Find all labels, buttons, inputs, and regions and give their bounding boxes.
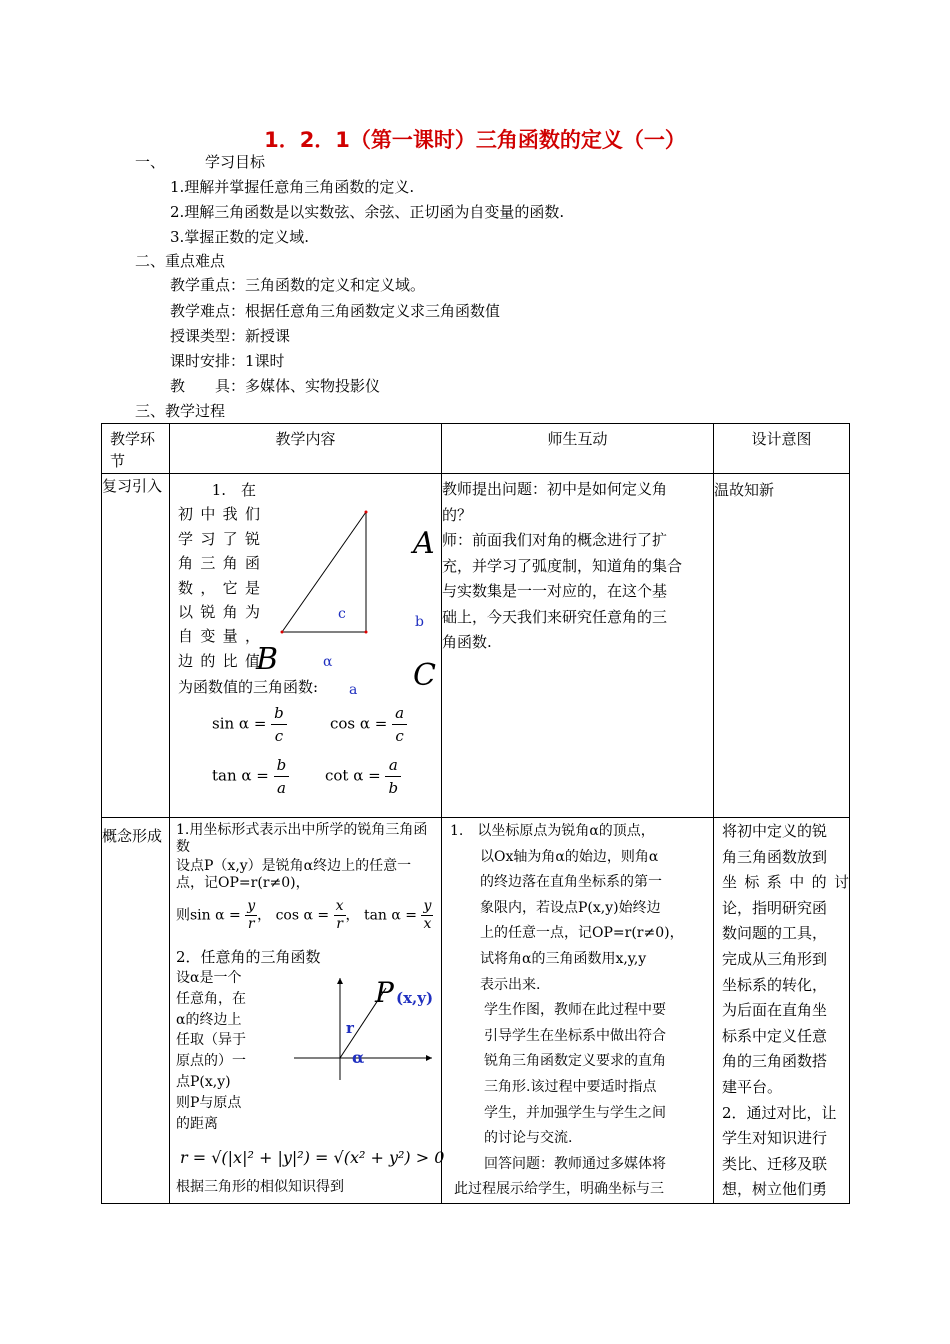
intro-line: 以锐角为 (178, 603, 260, 622)
formula-cos-lhs: cos α = (330, 714, 388, 733)
intent-line: 完成从三角形到 (722, 949, 828, 968)
intro-text (178, 478, 260, 673)
interaction-line: 以Ox轴为角α的始边，则角α (480, 848, 659, 865)
radius-r-label: r (346, 1019, 354, 1037)
intent-line: 坐标系中的讨 (722, 873, 849, 892)
denominator: a (276, 779, 286, 797)
interaction-line: 锐角三角函数定义要求的直角 (484, 1053, 666, 1070)
fraction (271, 702, 287, 747)
interaction-line: 师：前面我们对角的概念进行了扩 (442, 531, 668, 549)
intent-line: 数问题的工具， (722, 924, 828, 943)
content-concept (170, 818, 445, 1204)
header-intent: 设计意图 (714, 424, 850, 474)
formula-cos-lhs: cos α = (275, 907, 330, 924)
intro-line: 角三角函 (178, 554, 260, 573)
intent-concept (714, 818, 850, 1204)
concept-line: 任意角，在 (176, 990, 246, 1007)
interaction-line: 三角形.该过程中要适时指点 (484, 1078, 657, 1095)
interaction-line: 学生作图，教师在此过程中要 (484, 1002, 666, 1019)
denominator: r (336, 916, 343, 932)
numerator: b (271, 702, 287, 725)
denominator: c (395, 727, 404, 745)
formula-tan-lhs: tan α = (363, 907, 418, 924)
concept-p1: 1.用坐标形式表示出中所学的锐角三角函数 (176, 822, 428, 855)
interaction-line: 象限内，若设点P(x,y)始终边 (480, 899, 661, 916)
numerator: a (385, 754, 401, 777)
intent-line: 类比、迁移及联 (722, 1154, 828, 1173)
concept-line: 点P(x,y) (176, 1073, 231, 1090)
intent-line: 2．通过对比，让 (722, 1103, 837, 1122)
intent-line: 坐标系的转化， (722, 975, 828, 994)
teaching-process-table (101, 423, 850, 1204)
difficulty: 教学难点：根据任意角三角函数定义求三角函数值 (170, 302, 501, 320)
denominator: r (247, 916, 255, 932)
formula-cos (330, 702, 407, 747)
formula-prefix: 则 (176, 907, 190, 924)
goal-1: 1.理解并掌握任意角三角函数的定义. (170, 178, 415, 196)
denominator: x (423, 916, 432, 932)
interaction-concept (442, 818, 714, 1204)
interaction-line: 的讨论与交流. (484, 1130, 573, 1147)
interaction-line: 上的任意一点，记OP=r(r≠0)， (480, 925, 684, 942)
vertex-b-label: B (256, 642, 279, 677)
intent-line: 标系中定义任意 (722, 1026, 828, 1045)
interaction-line: 回答问题：教师通过多媒体将 (484, 1155, 666, 1172)
goal-2: 2.理解三角函数是以实数弦、余弦、正切函为自变量的函数. (170, 203, 565, 221)
vertex-c-dot (365, 631, 368, 634)
section-2-title: 二、重点难点 (135, 252, 226, 270)
intent-line: 角三角函数放到 (722, 847, 828, 866)
side-b-label: b (415, 614, 424, 630)
formula-sin-lhs: sin α = (190, 907, 241, 924)
formula-cot-lhs: cot α = (325, 766, 381, 785)
concept-p5 (176, 968, 268, 1134)
intent-review: 温故知新 (714, 474, 850, 818)
tools-label: 教 具： (170, 377, 246, 395)
intro-line: 自变量， (178, 627, 260, 646)
interaction-line: 教师提出问题：初中是如何定义角 (442, 480, 668, 498)
interaction-line: 与实数集是一一对应的，在这个基 (442, 582, 668, 600)
interaction-line: 角函数. (442, 633, 492, 651)
interaction-line: 此过程展示给学生，明确坐标与三 (454, 1181, 664, 1198)
numerator: a (392, 702, 407, 725)
vertex-c-label: C (413, 658, 436, 693)
interaction-line: 试将角α的三角函数用x,y,y (480, 950, 647, 967)
vertex-a-label: A (413, 526, 435, 561)
side-c-label: c (338, 606, 346, 622)
denominator: b (388, 779, 399, 797)
distance-formula: r = √(|x|² + |y|²) = √(x² + y²) > 0 (180, 1148, 445, 1167)
fraction (385, 754, 401, 799)
side-c (282, 512, 366, 632)
intent-line: 角的三角函数搭 (722, 1052, 828, 1071)
interaction-line: 1. 以坐标原点为锐角α的顶点， (450, 823, 655, 839)
intro-line: 边的比值 (178, 651, 260, 670)
numerator: b (274, 754, 290, 777)
interaction-line: 表示出来. (480, 976, 541, 993)
intent-line: 想，树立他们勇 (722, 1180, 828, 1199)
concept-line: α的终边上 (176, 1011, 242, 1028)
intro-line: 学习了锐 (178, 529, 260, 548)
content-review (170, 474, 442, 818)
page-title: 1．2．1（第一课时）三角函数的定义（一） (264, 128, 686, 152)
numerator: y (423, 898, 432, 914)
concept-p6: 根据三角形的相似知识得到 (176, 1179, 344, 1195)
tools-line (170, 376, 380, 396)
header-content: 教学内容 (170, 424, 442, 474)
concept-p2: 设点P（x,y）是锐角α终边上的任意一点，记OP=r(r≠0)， (176, 858, 412, 891)
schedule: 课时安排：1课时 (170, 352, 285, 370)
fraction (274, 754, 290, 799)
interaction-line: 的？ (442, 505, 473, 524)
fraction (392, 702, 407, 747)
concept-line: 则P与原点 (176, 1094, 242, 1111)
concept-line: 原点的）一 (176, 1053, 246, 1070)
lesson-type: 授课类型：新授课 (170, 327, 291, 345)
side-a-label: a (349, 682, 358, 698)
numerator: x (335, 898, 344, 914)
formula-sin (212, 702, 287, 747)
concept-line: 设α是一个 (176, 970, 242, 986)
coordinate-figure (290, 968, 438, 1088)
intro-line: 初中我们 (178, 505, 260, 524)
fraction (245, 898, 257, 933)
interaction-line: 引导学生在坐标系中做出符合 (484, 1027, 666, 1044)
intro-line: 数，它是 (178, 578, 260, 597)
intent-line: 将初中定义的锐 (722, 822, 828, 840)
header-interaction: 师生互动 (442, 424, 714, 474)
fraction (421, 898, 433, 933)
formula-tan-lhs: tan α = (212, 766, 269, 785)
intent-line: 论，指明研究函 (722, 898, 828, 917)
interaction-line: 充，并学习了弧度制，知道角的集合 (442, 556, 683, 575)
concept-formulas: 则sin α = $\frac{y}{r}$ ， cos α = $\frac{x}{r}$ ， tan α = $\frac{y}{x}$ (176, 898, 432, 932)
interaction-line: 的终边落在直角坐标系的第一 (480, 874, 662, 891)
section-1-title: 学习目标 (205, 153, 266, 171)
concept-line: 任取（异于 (176, 1032, 246, 1049)
interaction-line: 础上，今天我们来研究任意角的三 (442, 607, 668, 626)
point-xy-label: (x,y) (396, 989, 434, 1007)
stage-concept: 概念形成 (102, 818, 170, 1204)
fraction (334, 898, 346, 933)
formula-sin-lhs: sin α = (212, 714, 267, 733)
formula-cot (325, 754, 401, 799)
angle-alpha-label: α (352, 1048, 365, 1067)
concept-p4: 2．任意角的三角函数 (176, 948, 321, 966)
table-header-row (102, 424, 850, 474)
intro-tail: 为函数值的三角函数: (178, 678, 319, 696)
stage-review: 复习引入 (102, 474, 170, 818)
interaction-review (442, 474, 714, 818)
concept-line: 的距离 (176, 1115, 218, 1132)
key-point: 教学重点：三角函数的定义和定义域。 (170, 276, 426, 294)
goal-3: 3.掌握正数的定义域. (170, 228, 310, 246)
denominator: c (274, 727, 284, 745)
formula-tan (212, 754, 289, 799)
table-row-concept (102, 818, 850, 1204)
intro-line: 1. 在 (211, 481, 256, 499)
vertex-b-dot (281, 631, 284, 634)
vertex-a-dot (365, 511, 368, 514)
point-p-label: P (375, 976, 394, 1009)
intent-line: 为后面在直角坐 (722, 1001, 828, 1020)
intent-line: 建平台。 (722, 1077, 783, 1096)
intent-line: 学生对知识进行 (722, 1129, 828, 1148)
tools-value: 多媒体、实物投影仪 (245, 377, 381, 395)
interaction-line: 学生，并加强学生与学生之间 (484, 1104, 666, 1121)
section-1-number: 一、 (135, 153, 166, 171)
header-stage: 教学环节 (102, 424, 170, 474)
section-3-title: 三、教学过程 (135, 402, 226, 420)
numerator: y (247, 898, 256, 914)
table-row-review (102, 474, 850, 818)
angle-alpha-label: α (323, 654, 333, 670)
